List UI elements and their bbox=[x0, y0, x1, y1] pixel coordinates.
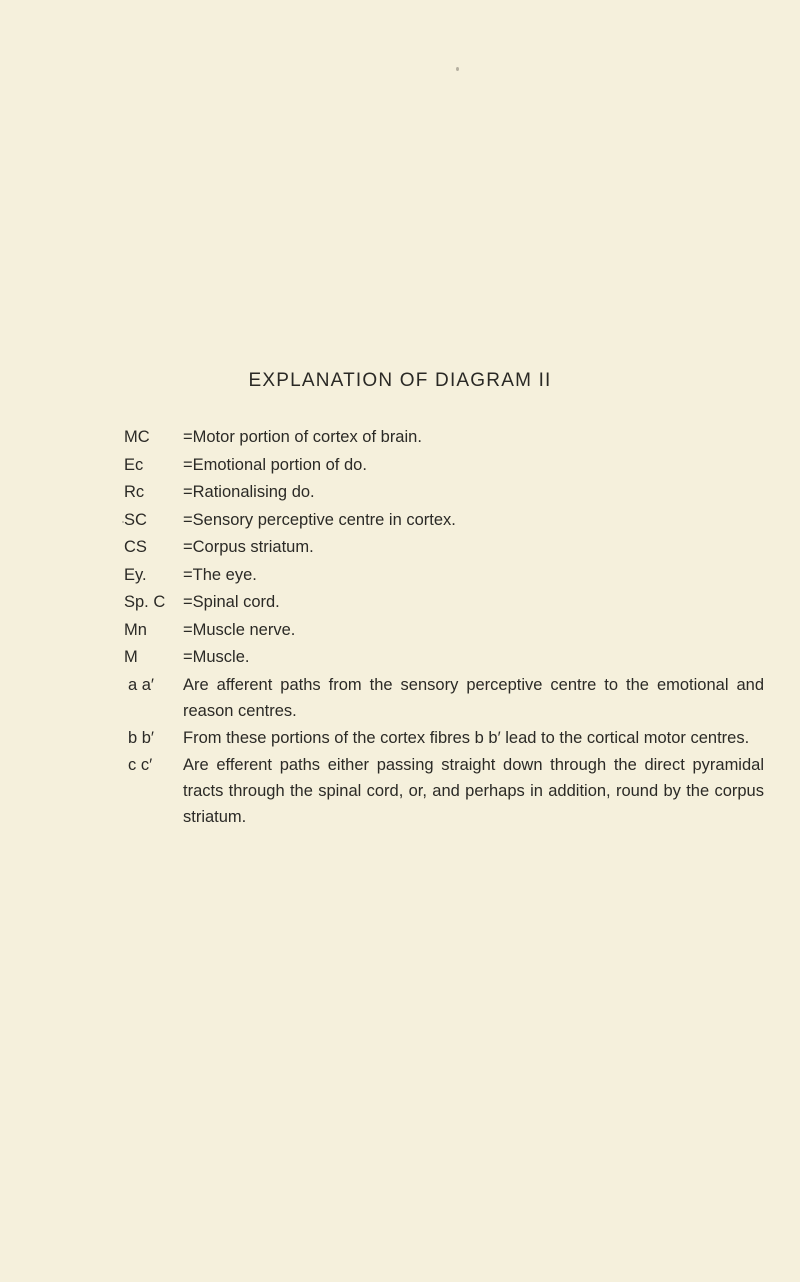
path-note bbox=[124, 672, 764, 724]
legend-definition: =Emotional portion of do. bbox=[183, 455, 367, 474]
legend-abbr: CS bbox=[124, 538, 147, 556]
path-note bbox=[124, 725, 764, 751]
legend-abbr: MC bbox=[124, 428, 150, 446]
legend-abbr: Ec bbox=[124, 455, 144, 474]
legend-row bbox=[124, 589, 764, 617]
path-note-text: From these portions of the cortex fibres b b′ lead to the cortical motor centres. bbox=[183, 728, 750, 747]
legend-definition: =Motor portion of cortex of brain. bbox=[183, 428, 422, 446]
legend-abbr: Sp. C bbox=[124, 593, 166, 611]
legend-definition: =Sensory perceptive centre in cortex. bbox=[183, 510, 456, 529]
legend-abbr: Ey. bbox=[124, 565, 147, 584]
legend-definition: =Muscle nerve. bbox=[183, 620, 296, 639]
legend-row bbox=[124, 424, 764, 452]
legend-abbr: M bbox=[124, 648, 138, 666]
legend-row bbox=[124, 479, 764, 507]
legend bbox=[124, 424, 764, 831]
legend-row bbox=[124, 644, 764, 672]
legend-row bbox=[124, 452, 764, 480]
page-title: EXPLANATION OF DIAGRAM II bbox=[248, 370, 552, 391]
path-note-label: b b′ bbox=[128, 728, 155, 747]
legend-row bbox=[124, 562, 764, 590]
path-note-label: a a′ bbox=[128, 675, 155, 694]
legend-definition: =Rationalising do. bbox=[183, 483, 315, 501]
legend-abbr: Mn bbox=[124, 620, 147, 639]
path-note-label: c c′ bbox=[128, 755, 153, 774]
legend-abbr: SC bbox=[124, 510, 147, 529]
path-note-text: Are afferent paths from the sensory perceptive centre to the emotional and reason centres. bbox=[183, 675, 764, 720]
legend-definition: =Corpus striatum. bbox=[183, 538, 314, 556]
paper-speck bbox=[456, 67, 459, 71]
legend-row bbox=[124, 534, 764, 562]
legend-definition: =The eye. bbox=[183, 565, 257, 584]
legend-abbr: Rc bbox=[124, 483, 145, 501]
path-note bbox=[124, 752, 764, 830]
legend-row bbox=[124, 617, 764, 645]
legend-row bbox=[124, 507, 764, 535]
path-note-text: Are efferent paths either passing straight down through the direct pyramidal tracts through the spinal cord, or, and perhaps in addition, round by the corpus striatum. bbox=[183, 755, 764, 826]
legend-definition: =Spinal cord. bbox=[183, 593, 280, 611]
legend-definition: =Muscle. bbox=[183, 648, 250, 666]
